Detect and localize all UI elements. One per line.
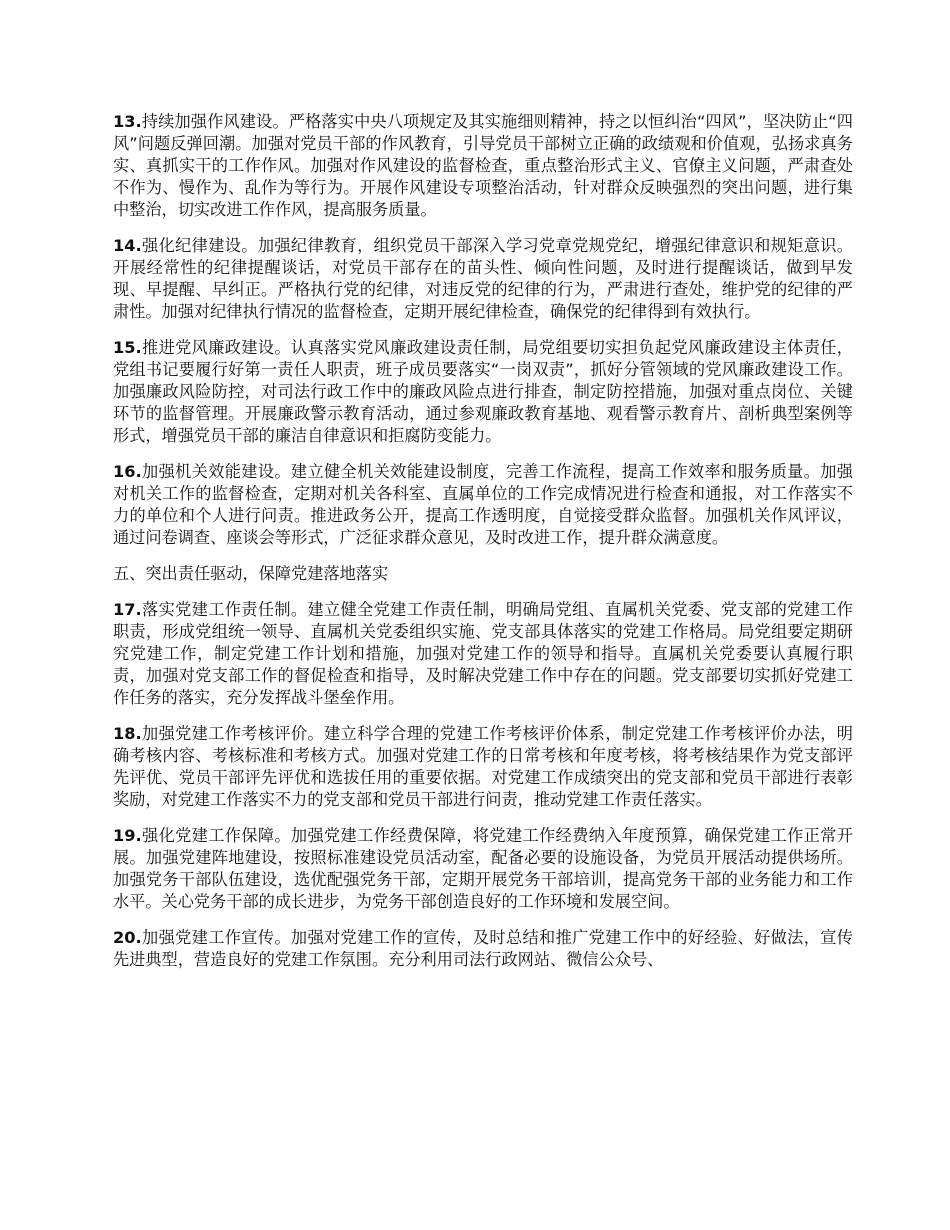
paragraph-number: 17.: [113, 600, 142, 619]
paragraph-number: 16.: [113, 462, 142, 481]
paragraph-number: 20.: [113, 928, 142, 947]
paragraph-19: [113, 825, 853, 913]
paragraph-text: 加强党建工作考核评价。建立科学合理的党建工作考核评价体系，制定党建工作考核评价办法，明确考核内容、考核标准和考核方式。加强对党建工作的日常考核和年度考核，将考核结果作为党支部评先评优、党员干部评先评优和选拔任用的重要依据。对党建工作成绩突出的党支部和党员干部进行表彰奖励，对党建工作落实不力的党支部和党员干部进行问责，推动党建工作责任落实。: [113, 724, 853, 809]
section-heading: 五、突出责任驱动，保障党建落地落实: [113, 564, 389, 583]
paragraph-15: [113, 337, 853, 447]
paragraph-text: 持续加强作风建设。严格落实中央八项规定及其实施细则精神，持之以恒纠治“四风”，坚决防止“四风”问题反弹回潮。加强对党员干部的作风教育，引导党员干部树立正确的政绩观和价值观，弘扬求真务实、真抓实干的工作作风。加强对作风建设的监督检查，重点整治形式主义、官僚主义问题，严肃查处不作为、慢作为、乱作为等行为。开展作风建设专项整治活动，针对群众反映强烈的突出问题，进行集中整治，切实改进工作作风，提高服务质量。: [113, 112, 853, 219]
paragraph-16: [113, 461, 853, 549]
document-page: [113, 111, 853, 985]
paragraph-text: 强化纪律建设。加强纪律教育，组织党员干部深入学习党章党规党纪，增强纪律意识和规矩意识。开展经常性的纪律提醒谈话，对党员干部存在的苗头性、倾向性问题，及时进行提醒谈话，做到早发现、早提醒、早纠正。严格执行党的纪律，对违反党的纪律的行为，严肃进行查处，维护党的纪律的严肃性。加强对纪律执行情况的监督检查，定期开展纪律检查，确保党的纪律得到有效执行。: [113, 236, 853, 321]
paragraph-20: [113, 927, 853, 971]
paragraph-18: [113, 723, 853, 811]
paragraph-text: 强化党建工作保障。加强党建工作经费保障，将党建工作经费纳入年度预算，确保党建工作正常开展。加强党建阵地建设，按照标准建设党员活动室，配备必要的设施设备，为党员开展活动提供场所。加强党务干部队伍建设，选优配强党务干部，定期开展党务干部培训，提高党务干部的业务能力和工作水平。关心党务干部的成长进步，为党务干部创造良好的工作环境和发展空间。: [113, 826, 853, 911]
paragraph-text: 落实党建工作责任制。建立健全党建工作责任制，明确局党组、直属机关党委、党支部的党建工作职责，形成党组统一领导、直属机关党委组织实施、党支部具体落实的党建工作格局。局党组要定期研究党建工作，制定党建工作计划和措施，加强对党建工作的领导和指导。直属机关党委要认真履行职责，加强对党支部工作的督促检查和指导，及时解决党建工作中存在的问题。党支部要切实抓好党建工作任务的落实，充分发挥战斗堡垒作用。: [113, 600, 853, 707]
paragraph-number: 13.: [113, 112, 142, 131]
paragraph-number: 15.: [113, 338, 142, 357]
paragraph-number: 19.: [113, 826, 142, 845]
paragraph-number: 18.: [113, 724, 142, 743]
paragraph-text: 加强党建工作宣传。加强对党建工作的宣传，及时总结和推广党建工作中的好经验、好做法，宣传先进典型，营造良好的党建工作氛围。充分利用司法行政网站、微信公众号、: [113, 928, 853, 969]
paragraph-text: 推进党风廉政建设。认真落实党风廉政建设责任制，局党组要切实担负起党风廉政建设主体责任，党组书记要履行好第一责任人职责，班子成员要落实“一岗双责”，抓好分管领域的党风廉政建设工作。加强廉政风险防控，对司法行政工作中的廉政风险点进行排查，制定防控措施，加强对重点岗位、关键环节的监督管理。开展廉政警示教育活动，通过参观廉政教育基地、观看警示教育片、剖析典型案例等形式，增强党员干部的廉洁自律意识和拒腐防变能力。: [113, 338, 853, 445]
paragraph-text: 加强机关效能建设。建立健全机关效能建设制度，完善工作流程，提高工作效率和服务质量。加强对机关工作的监督检查，定期对机关各科室、直属单位的工作完成情况进行检查和通报，对工作落实不力的单位和个人进行问责。推进政务公开，提高工作透明度，自觉接受群众监督。加强机关作风评议，通过问卷调查、座谈会等形式，广泛征求群众意见，及时改进工作，提升群众满意度。: [113, 462, 853, 547]
paragraph-number: 14.: [113, 236, 142, 255]
paragraph-13: [113, 111, 853, 221]
paragraph-17: [113, 599, 853, 709]
paragraph-14: [113, 235, 853, 323]
